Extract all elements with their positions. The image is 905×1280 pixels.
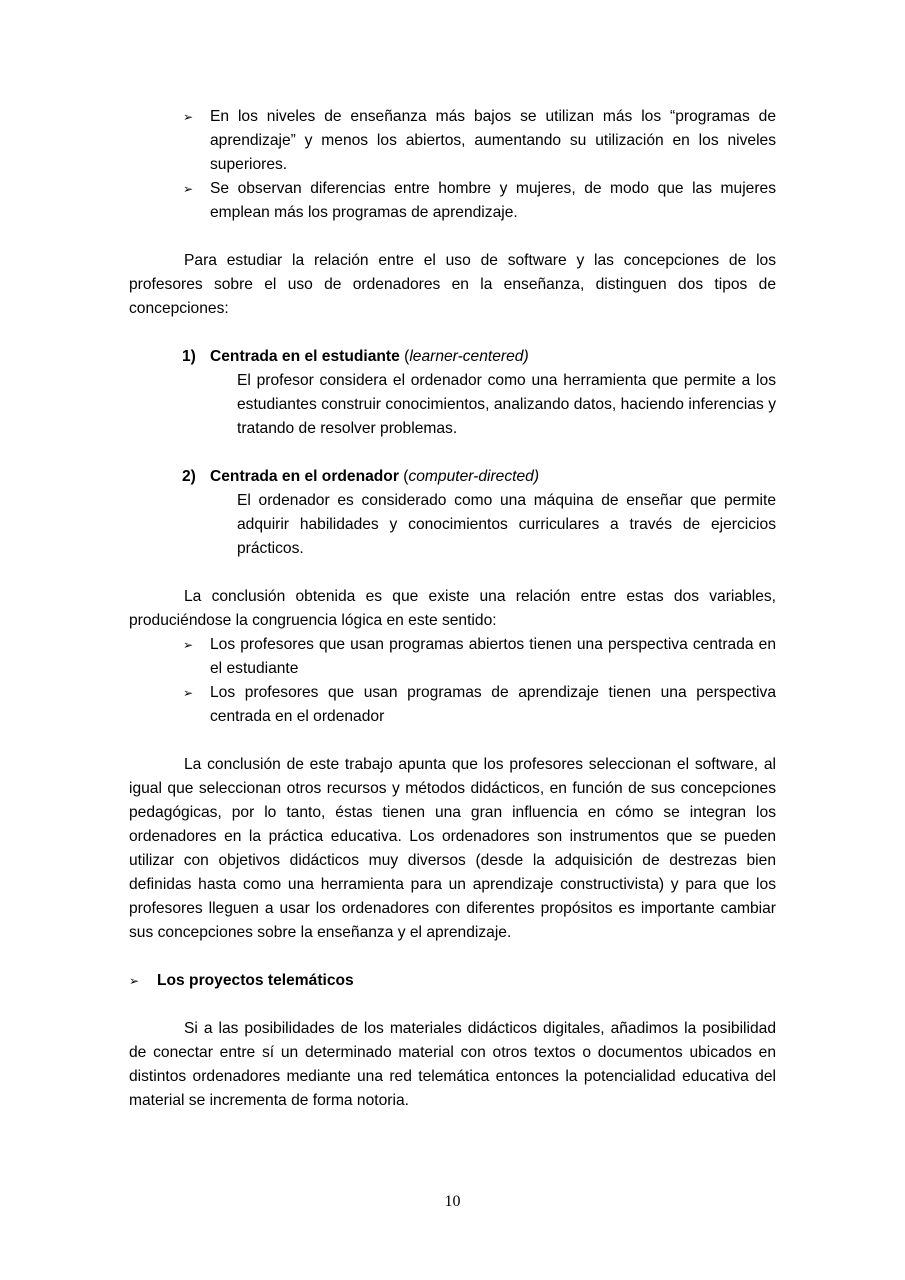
item-number: 2) xyxy=(182,468,196,485)
bullet-text: En los niveles de enseñanza más bajos se utilizan más los “programas de aprendizaje” y menos los abiertos, aumentando su utilización en los niveles superiores. xyxy=(210,108,776,173)
bullet-text: Los profesores que usan programas abiertos tienen una perspectiva centrada en el estudiante xyxy=(210,636,776,677)
item-title: Centrada en el estudiante xyxy=(210,348,400,365)
item-paren: ( xyxy=(399,348,410,365)
concept-heading-2 xyxy=(129,465,776,489)
concept-heading-1 xyxy=(129,345,776,369)
page-number: 10 xyxy=(444,1193,461,1210)
item-english-term: computer-directed) xyxy=(408,468,540,485)
list-item xyxy=(129,105,776,177)
conclusion-paragraph: La conclusión obtenida es que existe una relación entre estas dos variables, produciéndose la congruencia lógica en este sentido: xyxy=(129,588,776,629)
bullet-text: Los profesores que usan programas de aprendizaje tienen una perspectiva centrada en el ordenador xyxy=(210,684,776,725)
item-title: Centrada en el ordenador xyxy=(210,468,399,485)
section-paragraph: Si a las posibilidades de los materiales didácticos digitales, añadimos la posibilidad de conectar entre sí un determinado material con otros textos o documentos ubicados en distintos ordenadores mediante una red telemática entonces la potencialidad educativa del material se incrementa de forma notoria. xyxy=(129,1020,776,1109)
top-bullet-list xyxy=(129,105,776,225)
final-paragraph: La conclusión de este trabajo apunta que los profesores seleccionan el software, al igual que seleccionan otros recursos y métodos didácticos, en función de sus concepciones pedagógicas, por lo tanto, éstas tienen una gran influencia en cómo se integran los ordenadores en la práctica educativa. Los ordenadores son instrumentos que se pueden utilizar con objetivos didácticos muy diversos (desde la adquisición de destrezas bien definidas hasta como una herramienta para un aprendizaje constructivista) y para que los profesores lleguen a usar los ordenadores con diferentes propósitos es importante cambiar sus concepciones sobre la enseñanza y el aprendizaje. xyxy=(129,756,776,941)
document-page xyxy=(129,105,776,1113)
arrow-bullet-icon: ➢ xyxy=(183,686,194,700)
conclusion-bullet-list xyxy=(129,633,776,729)
section-heading-text: Los proyectos telemáticos xyxy=(157,972,354,989)
intro-paragraph: Para estudiar la relación entre el uso de software y las concepciones de los profesores sobre el uso de ordenadores en la enseñanza, distinguen dos tipos de concepciones: xyxy=(129,252,776,317)
list-item xyxy=(129,681,776,729)
arrow-bullet-icon: ➢ xyxy=(183,182,194,196)
item-paren: ( xyxy=(398,468,409,485)
item-english-term: learner-centered) xyxy=(409,348,529,365)
item-number: 1) xyxy=(182,348,196,365)
section-heading xyxy=(129,969,776,993)
concept-body-1: El profesor considera el ordenador como una herramienta que permite a los estudiantes construir conocimientos, analizando datos, haciendo inferencias y tratando de resolver problemas. xyxy=(237,372,776,437)
list-item xyxy=(129,633,776,681)
arrow-bullet-icon: ➢ xyxy=(183,638,194,652)
arrow-bullet-icon: ➢ xyxy=(183,110,194,124)
bullet-text: Se observan diferencias entre hombre y mujeres, de modo que las mujeres emplean más los programas de aprendizaje. xyxy=(210,180,776,221)
arrow-bullet-icon: ➢ xyxy=(129,974,140,988)
concept-body-2: El ordenador es considerado como una máquina de enseñar que permite adquirir habilidades y conocimientos curriculares a través de ejercicios prácticos. xyxy=(237,492,776,557)
list-item xyxy=(129,177,776,225)
